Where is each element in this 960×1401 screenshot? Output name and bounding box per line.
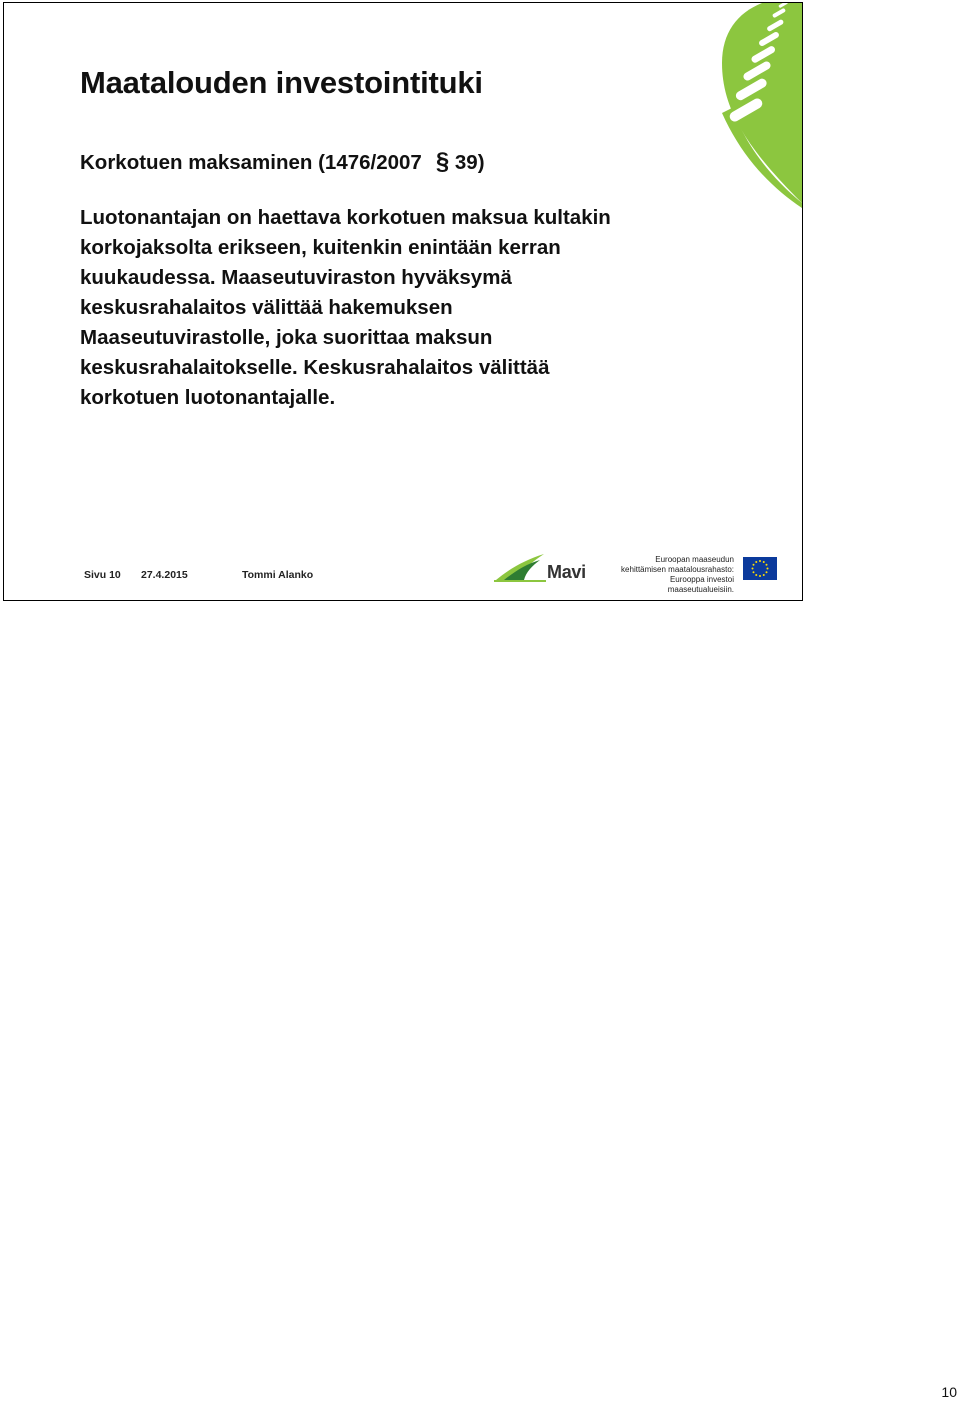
eu-flag-icon	[743, 557, 777, 580]
eu-fund-text	[602, 555, 734, 595]
body-line: korkotuen luotonantajalle.	[80, 386, 336, 409]
eu-text-line: kehittämisen maatalousrahasto:	[621, 565, 734, 574]
footer-author: Tommi Alanko	[242, 569, 314, 581]
footer-page-label: Sivu 10	[84, 569, 121, 581]
footer-date: 27.4.2015	[141, 569, 188, 581]
section-sign: §	[435, 148, 450, 175]
mavi-logo-text: Mavi	[547, 562, 586, 582]
slide-title: Maatalouden investointituki	[80, 65, 483, 100]
slide-body	[80, 203, 740, 413]
slide	[3, 2, 803, 601]
body-line: korkojaksolta erikseen, kuitenkin enintään kerran	[80, 236, 561, 259]
green-leaf-decoration	[602, 3, 802, 208]
body-line: Maaseutuvirastolle, joka suorittaa maksun	[80, 326, 493, 349]
body-line: Luotonantajan on haettava korkotuen maksua kultakin	[80, 206, 611, 229]
mavi-logo-icon	[494, 552, 546, 582]
body-line: keskusrahalaitokselle. Keskusrahalaitos välittää	[80, 356, 550, 379]
eu-text-line: Eurooppa investoi maaseutualueisiin.	[667, 575, 734, 594]
page-number: 10	[941, 1384, 957, 1400]
body-line: kuukaudessa. Maaseutuviraston hyväksymä	[80, 266, 512, 289]
body-line: keskusrahalaitos välittää hakemuksen	[80, 296, 453, 319]
slide-subtitle	[80, 148, 485, 176]
eu-text-line: Euroopan maaseudun	[655, 555, 734, 564]
subtitle-text: Korkotuen maksaminen (1476/2007	[80, 151, 422, 174]
section-number: 39)	[454, 151, 485, 174]
